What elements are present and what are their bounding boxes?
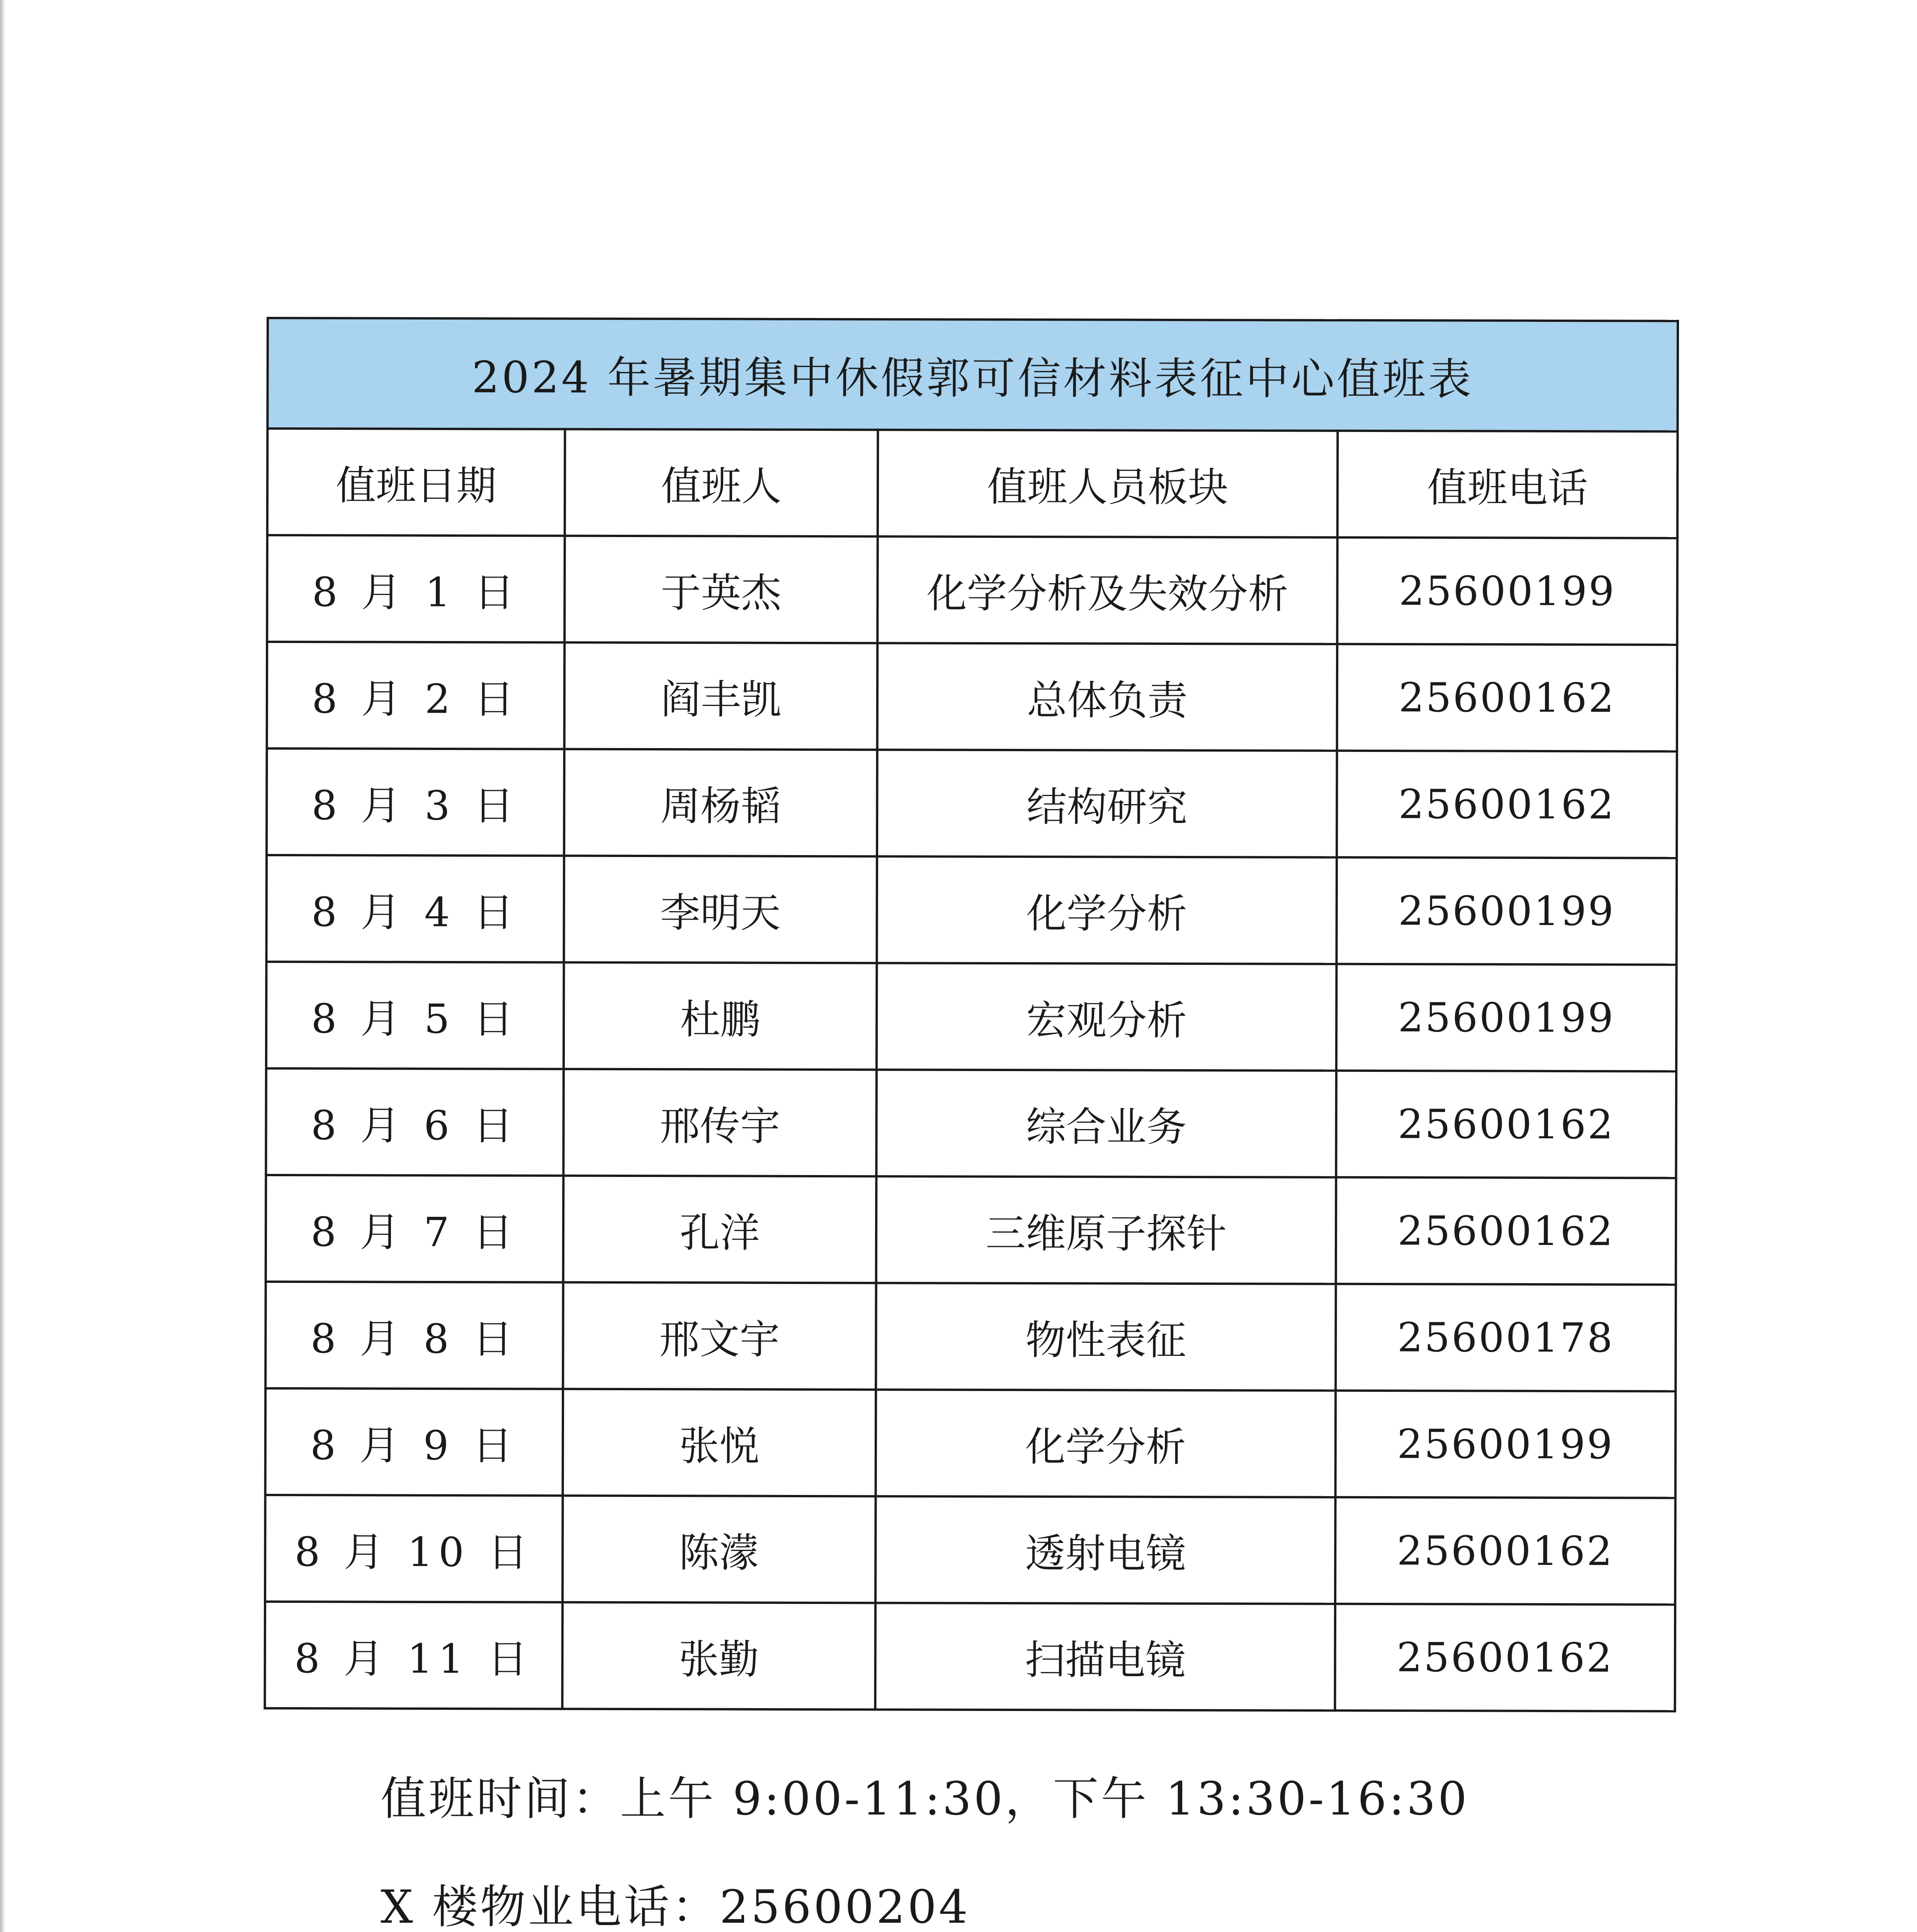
- cell-section: 宏观分析: [877, 963, 1337, 1070]
- table-row: [266, 1068, 1676, 1178]
- cell-person: 杜鹏: [564, 963, 877, 1070]
- duty-time-text: 值班时间：上午 9:00-11:30，下午 13:30-16:30: [381, 1772, 1469, 1825]
- cell-phone: 25600162: [1337, 644, 1677, 752]
- cell-phone: 25600162: [1335, 1604, 1675, 1711]
- cell-date: 8 月 6 日: [266, 1068, 564, 1176]
- cell-section: 物性表征: [876, 1283, 1336, 1390]
- header-date: 值班日期: [267, 429, 565, 536]
- header-phone: 值班电话: [1337, 431, 1678, 538]
- cell-section: 结构研究: [877, 750, 1337, 857]
- cell-date: 8 月 5 日: [266, 962, 564, 1069]
- cell-section: 化学分析: [877, 856, 1337, 964]
- table-row: [265, 1388, 1676, 1498]
- cell-phone: 25600162: [1336, 1071, 1676, 1178]
- cell-date: 8 月 8 日: [265, 1282, 563, 1389]
- scan-edge-shadow: [0, 0, 5, 1932]
- cell-person: 张悦: [563, 1389, 876, 1497]
- cell-phone: 25600178: [1336, 1284, 1676, 1391]
- cell-phone: 25600162: [1337, 751, 1677, 858]
- table-row: [265, 1495, 1676, 1605]
- cell-person: 于英杰: [564, 536, 878, 643]
- cell-section: 三维原子探针: [876, 1176, 1336, 1284]
- table-row: [266, 1175, 1676, 1285]
- cell-person: 阎丰凯: [564, 643, 878, 750]
- table-row: [265, 1282, 1676, 1391]
- cell-section: 化学分析及失效分析: [877, 536, 1337, 644]
- cell-date: 8 月 11 日: [265, 1602, 563, 1709]
- cell-section: 总体负责: [877, 643, 1337, 750]
- table-title-row: [267, 318, 1678, 432]
- cell-date: 8 月 3 日: [267, 748, 564, 856]
- table-row: [267, 748, 1677, 858]
- cell-phone: 25600199: [1336, 857, 1677, 965]
- cell-section: 透射电镜: [875, 1496, 1336, 1604]
- table-row: [267, 642, 1677, 752]
- cell-phone: 25600162: [1336, 1177, 1676, 1285]
- cell-date: 8 月 9 日: [265, 1388, 563, 1496]
- cell-phone: 25600199: [1336, 964, 1677, 1071]
- cell-phone: 25600199: [1336, 1391, 1676, 1498]
- duty-schedule-table: [263, 317, 1679, 1713]
- cell-section: 化学分析: [876, 1389, 1336, 1497]
- cell-person: 李明天: [564, 856, 877, 963]
- cell-date: 8 月 1 日: [267, 535, 565, 643]
- cell-date: 8 月 4 日: [267, 855, 564, 963]
- property-phone-text: X 楼物业电话：25600204: [381, 1880, 970, 1932]
- table-row: [266, 962, 1677, 1071]
- cell-section: 综合业务: [876, 1070, 1336, 1177]
- cell-phone: 25600199: [1337, 537, 1677, 645]
- cell-date: 8 月 7 日: [266, 1175, 564, 1282]
- cell-person: 邢文宇: [563, 1282, 876, 1390]
- table-header-row: [267, 429, 1678, 538]
- cell-date: 8 月 10 日: [265, 1495, 563, 1602]
- header-section: 值班人员板块: [878, 430, 1338, 537]
- cell-person: 周杨韬: [564, 749, 877, 857]
- cell-person: 陈濛: [563, 1496, 876, 1603]
- cell-person: 孔洋: [563, 1176, 877, 1283]
- cell-phone: 25600162: [1335, 1497, 1676, 1605]
- header-person: 值班人: [565, 429, 878, 537]
- table-row: [267, 855, 1677, 965]
- table-title: 2024 年暑期集中休假郭可信材料表征中心值班表: [267, 318, 1678, 432]
- cell-person: 张勤: [562, 1602, 875, 1710]
- table-row: [265, 1602, 1675, 1711]
- cell-date: 8 月 2 日: [267, 642, 565, 749]
- cell-section: 扫描电镜: [875, 1603, 1335, 1710]
- table-row: [267, 535, 1677, 645]
- cell-person: 邢传宇: [563, 1069, 877, 1177]
